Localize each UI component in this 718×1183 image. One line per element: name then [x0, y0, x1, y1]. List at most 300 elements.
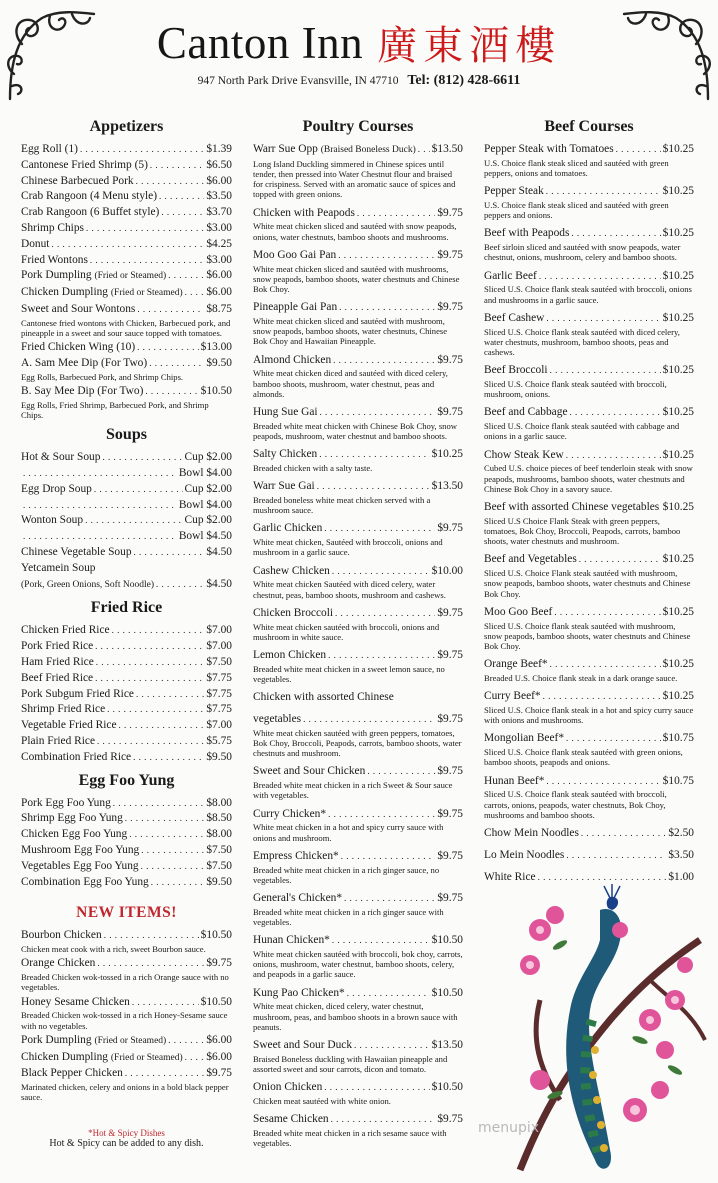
item-price: $10.25: [662, 364, 694, 377]
item-name-text: Chicken Egg Foo Yung: [21, 828, 128, 841]
item-note: (Fried or Steamed): [94, 271, 167, 282]
item-name: [253, 849, 339, 865]
item-description: Sliced U.S. Choice flank steak sautéed with mushroom, snow peapods, bamboo shoots, water chestnuts and Chinese Bok Choy.: [484, 620, 691, 652]
item-name: [21, 482, 92, 498]
item-name: [484, 689, 541, 705]
item-name: [21, 718, 117, 734]
dot-leader: [136, 174, 205, 190]
spicy-notes: [21, 1128, 232, 1149]
dot-leader: [90, 253, 204, 269]
item-price: $13.00: [200, 341, 232, 354]
item-name-text: Fried Wontons: [21, 253, 88, 266]
item-name-text: Shrimp Egg Foo Yung: [21, 812, 123, 825]
item-name-text: Warr Sue Opp: [253, 143, 318, 155]
dot-leader: [134, 545, 205, 561]
item-name: [21, 450, 100, 466]
item-name-text: Lo Mein Noodles: [484, 848, 565, 861]
section-title-soups: Soups: [106, 426, 147, 444]
menu-item: [253, 521, 463, 557]
item-name: [21, 285, 183, 302]
item-name-text: Combination Fried Rice: [21, 750, 132, 763]
item-price: $10.25: [662, 605, 694, 618]
item-price: $10.50: [200, 929, 232, 942]
item-name-text: Beef Broccoli: [484, 364, 548, 377]
dot-leader: [133, 750, 204, 766]
item-price: $7.00: [206, 719, 232, 732]
right-column: [484, 118, 694, 891]
item-name: [253, 248, 336, 264]
item-price: $10.25: [662, 553, 694, 566]
menu-item: [21, 285, 232, 302]
menu-item: [484, 405, 694, 441]
item-price: $9.75: [437, 353, 463, 366]
item-name: [484, 552, 577, 568]
dot-leader: [97, 956, 204, 972]
menu-item: [21, 859, 232, 875]
item-price: $10.25: [662, 658, 694, 671]
item-name-text: Chow Mein Noodles: [484, 827, 579, 840]
item-price: $10.50: [431, 1081, 463, 1094]
item-note: (Braised Boneless Duck): [320, 145, 416, 155]
item-name: [21, 639, 93, 655]
item-name-text: Crab Rangoon (4 Menu style): [21, 190, 158, 203]
item-name: [21, 268, 166, 285]
item-price: $9.75: [437, 406, 463, 419]
item-name-text: Beef and Cabbage: [484, 406, 568, 419]
item-name-text: Pork Fried Rice: [21, 640, 94, 653]
item-name: [21, 1033, 166, 1050]
item-description: Breaded Chicken wok-tossed in a rich Honey-Sesame sauce with no vegetables.: [21, 1010, 228, 1031]
item-description: U.S. Choice flank steak sliced and sautéed with green peppers and onions.: [484, 200, 669, 221]
item-price: $3.50: [206, 190, 232, 203]
item-name: [253, 712, 301, 728]
item-name: [253, 521, 322, 537]
menu-item: [21, 1050, 232, 1067]
menu-item: [253, 1080, 463, 1106]
menu-item: [21, 302, 232, 338]
item-price: $7.75: [206, 687, 232, 700]
item-price: $7.50: [206, 859, 232, 872]
item-price: $6.00: [206, 286, 232, 299]
menu-item: [21, 340, 232, 356]
item-price: $1.00: [668, 870, 694, 883]
dot-leader: [102, 450, 182, 466]
hot-spicy-note: *Hot & Spicy Dishes: [88, 1128, 165, 1138]
menu-item: [253, 353, 463, 399]
item-price: Bowl $4.50: [178, 530, 232, 543]
menu-item: [253, 712, 463, 758]
dot-leader: [119, 718, 205, 734]
item-description: Beef sirloin sliced and sautéed with snow peapods, water chestnut, onions, mushroom, celery and bamboo shoots.: [484, 242, 681, 263]
item-name-text: vegetables: [253, 713, 302, 726]
dot-leader: [23, 466, 177, 482]
item-name-text: Pepper Steak: [484, 185, 544, 198]
item-price: $10.25: [662, 448, 694, 461]
dot-leader: [344, 891, 435, 907]
menu-item: [21, 174, 232, 190]
menu-item: [484, 774, 694, 820]
item-price: $10.50: [200, 995, 232, 1008]
item-name-text: Donut: [21, 237, 50, 250]
item-name: [21, 513, 83, 529]
item-price: $6.00: [206, 1050, 232, 1063]
item-price: $10.50: [200, 384, 232, 397]
dot-leader: [23, 498, 177, 514]
item-description: Sliced U.S Choice Flank Steak with green peppers, tomatoes, Bok Choy, Broccoli, Peapods, carrots, bamboo shoots, water chestnuts and mushroom.: [484, 515, 681, 547]
item-description: Long Island Duckling simmered in Chinese spices until tender, then pressed into Water Chestnut flour and braised for crispiness. Served with an aromatic sauce of spices and topped with green onions.: [253, 158, 456, 200]
item-name-text: Pepper Steak with Tomatoes: [484, 143, 614, 155]
item-description: Breaded Chicken wok-tossed in a rich Orange sauce with no vegetables.: [21, 972, 229, 993]
dot-leader: [145, 384, 198, 400]
left-column: [21, 118, 232, 1105]
menu-item: [21, 513, 232, 529]
item-name-text: Hot & Sour Soup: [21, 451, 101, 464]
menu-item: [21, 384, 232, 420]
item-name-text: Lemon Chicken: [253, 649, 327, 662]
item-name: [484, 184, 544, 200]
item-name: [484, 363, 548, 379]
menu-header: [0, 14, 718, 89]
item-description: Breaded white meat chicken in a rich Sweet & Sour sauce with vegetables.: [253, 780, 453, 801]
dot-leader: [332, 933, 430, 949]
item-name-text: Wonton Soup: [21, 514, 84, 527]
item-name-text: Warr Sue Gai: [253, 480, 315, 493]
item-name: [21, 702, 105, 718]
item-description: Sliced U.S. Choice flank steak sautéed with broccoli, mushroom, onions.: [484, 379, 667, 400]
item-price: $10.50: [431, 986, 463, 999]
menu-item: [253, 142, 463, 200]
item-name: [21, 174, 134, 190]
item-name-text: Chicken Fried Rice: [21, 624, 110, 637]
item-description: Chicken meat cook with a rich, sweet Bourbon sauce.: [21, 944, 206, 955]
menu-item: [253, 849, 463, 885]
item-price: $6.00: [206, 1033, 232, 1046]
item-price: $9.75: [437, 849, 463, 862]
dot-leader: [141, 859, 205, 875]
dot-leader: [333, 353, 435, 369]
menu-item: [21, 356, 232, 382]
dot-leader: [339, 300, 435, 316]
menu-item: [21, 205, 232, 221]
dot-leader: [80, 142, 204, 158]
menu-item: [253, 405, 463, 441]
item-name-text: Mushroom Egg Foo Yung: [21, 843, 140, 856]
item-price: $9.75: [437, 606, 463, 619]
menu-item: [484, 605, 694, 651]
item-name: [484, 311, 544, 327]
item-name: [253, 206, 355, 222]
dot-leader: [95, 639, 204, 655]
item-price: $9.75: [437, 522, 463, 535]
item-name-text: Pork Dumpling: [21, 1033, 92, 1046]
item-description: Breaded white meat chicken in a rich sesame sauce with vegetables.: [253, 1128, 447, 1149]
item-price: $8.00: [206, 796, 232, 809]
menu-item: [21, 529, 232, 545]
dot-leader: [149, 356, 204, 372]
item-name-text: Empress Chicken*: [253, 849, 339, 862]
item-price: $3.00: [206, 253, 232, 266]
item-name: [484, 657, 548, 673]
item-description: Marinated chicken, celery and onions in a bold black pepper sauce.: [21, 1082, 229, 1103]
menu-item: [253, 479, 463, 515]
section-title-poultry: Poultry Courses: [302, 118, 414, 135]
item-name: [21, 340, 135, 356]
item-name: [21, 189, 157, 205]
item-name: [253, 300, 337, 316]
item-name: [21, 356, 147, 372]
fried-rice-list: [21, 623, 232, 765]
item-price: $7.00: [206, 640, 232, 653]
item-description: White meat chicken sautéed with broccoli, bok choy, carrots, onions, mushroom, water chestnut, bamboo shoots, celery, and peapods in a garlic sauce.: [253, 949, 463, 980]
dot-leader: [94, 482, 183, 498]
item-price: $9.75: [437, 1113, 463, 1126]
item-price: $7.75: [206, 671, 232, 684]
item-price: $9.50: [206, 356, 232, 369]
menu-item: [484, 142, 694, 178]
item-description: White meat chicken diced and sautéed with diced celery, bamboo shoots, mushroom, water chestnut, peas and almonds.: [253, 368, 448, 399]
dot-leader: [566, 448, 661, 464]
item-name-text: Combination Egg Foo Yung: [21, 875, 149, 888]
item-name: [253, 479, 315, 495]
item-price: $6.00: [206, 269, 232, 282]
item-name: [253, 405, 318, 421]
menu-item: [21, 827, 232, 843]
menu-item: [253, 1112, 463, 1148]
item-name-text: Sweet and Sour Chicken: [253, 765, 366, 778]
item-name-text: Pineapple Gai Pan: [253, 301, 338, 314]
item-name-text: A. Sam Mee Dip (For Two): [21, 356, 148, 369]
item-name-text: Chow Steak Kew: [484, 448, 564, 461]
menu-item: [253, 606, 463, 642]
item-description: White meat chicken sautéed with green peppers, tomatoes, Bok Choy, Broccoli, Peapods, carrots, bamboo shoots, water chestnuts and mushroom.: [253, 727, 462, 759]
dot-leader: [616, 142, 661, 158]
item-name: [21, 205, 159, 221]
item-price: $9.75: [437, 649, 463, 662]
item-name-text: Chicken Dumpling: [21, 1050, 109, 1063]
item-description: White meat chicken Sautéed with diced celery, water chestnut, peas, bamboo shoots, mushroom and cashews.: [253, 579, 446, 600]
item-description: Sliced U.S. Choice flank steak sautéed with diced celery, water chestnuts, mushroom, bamboo shoots, peas and cashews.: [484, 326, 680, 358]
item-name-text: Cashew Chicken: [253, 564, 330, 577]
item-price: $10.75: [662, 774, 694, 787]
item-price: $13.50: [431, 1039, 463, 1052]
item-name-text: Beef Cashew: [484, 311, 545, 324]
item-price: $9.50: [206, 875, 232, 888]
dot-leader: [97, 734, 204, 750]
item-name: [484, 826, 579, 842]
menu-item: [253, 986, 463, 1032]
item-price: $10.00: [431, 564, 463, 577]
item-name-text: Hunan Beef*: [484, 774, 545, 787]
dot-leader: [332, 564, 430, 580]
item-name: [484, 448, 564, 464]
item-name: [253, 690, 394, 706]
item-price: $9.75: [437, 206, 463, 219]
menu-item: [484, 500, 694, 546]
item-description: White meat chicken, Sautéed with broccoli, onions and mushroom in a garlic sauce.: [253, 537, 443, 558]
item-name-text: Orange Beef*: [484, 658, 548, 671]
item-price: $9.50: [206, 750, 232, 763]
dot-leader: [156, 577, 204, 593]
item-name-text: Vegetable Fried Rice: [21, 719, 117, 732]
item-price: $13.50: [431, 480, 463, 493]
menu-item: [253, 206, 463, 242]
dot-leader: [579, 552, 661, 568]
item-name-text: Sweet and Sour Duck: [253, 1039, 353, 1052]
item-price: $4.25: [206, 237, 232, 250]
item-name-text: Chinese Barbecued Pork: [21, 174, 134, 187]
menu-item: [21, 142, 232, 158]
item-name-text: Ham Fried Rice: [21, 655, 94, 668]
item-description: Breaded white meat chicken in a rich ginger sauce, no vegetables.: [253, 864, 440, 885]
item-price: $10.75: [662, 732, 694, 745]
item-name-text: Shrimp Fried Rice: [21, 703, 106, 716]
item-description: Breaded boneless white meat chicken served with a mushroom sauce.: [253, 495, 431, 516]
dot-leader: [23, 529, 177, 545]
menu-item: [21, 796, 232, 812]
item-name-text: Shrimp Chips: [21, 221, 84, 234]
dot-leader: [546, 774, 660, 790]
item-name-text: Moo Goo Beef: [484, 605, 553, 618]
menu-item: [484, 731, 694, 767]
item-price: Cup $2.00: [184, 514, 232, 527]
item-description: Cantonese fried wontons with Chicken, Barbecued pork, and pineapple in a sweet and sour sauce topped with tomatoes.: [21, 317, 231, 338]
menu-item: [21, 811, 232, 827]
item-price: $9.75: [437, 892, 463, 905]
item-name-text: Hunan Chicken*: [253, 934, 330, 947]
dot-leader: [137, 302, 204, 318]
menu-item: [21, 498, 232, 514]
item-name-text: Pork Dumpling: [21, 269, 92, 282]
item-name: [21, 253, 88, 269]
item-note: (Pork, Green Onions, Soft Noodle): [21, 579, 154, 590]
item-price: $9.75: [437, 248, 463, 261]
menu-item: [484, 363, 694, 399]
section-title-new-items: NEW ITEMS!: [76, 904, 177, 922]
section-title-fried-rice: Fried Rice: [90, 599, 163, 617]
item-name-text: White Rice: [484, 870, 536, 883]
item-name: [253, 142, 416, 159]
item-name-text: Onion Chicken: [253, 1081, 323, 1094]
item-description: U.S. Choice flank steak sliced and sautéed with green peppers, onions and tomatoes.: [484, 157, 669, 178]
menu-item: [21, 928, 232, 954]
item-name-text: Sweet and Sour Wontons: [21, 302, 136, 315]
menu-item: [253, 564, 463, 600]
item-description: Breaded chicken with a salty taste.: [253, 463, 373, 474]
egg-foo-yung-list: [21, 796, 232, 891]
menu-item: [253, 807, 463, 843]
dot-leader: [543, 689, 661, 705]
section-title-beef: Beef Courses: [544, 118, 634, 135]
menu-item: [484, 226, 694, 262]
item-name-text: Honey Sesame Chicken: [21, 995, 130, 1008]
dot-leader: [328, 648, 435, 664]
item-name-text: Salty Chicken: [253, 448, 318, 461]
item-name-text: Vegetables Egg Foo Yung: [21, 859, 139, 872]
item-price: $7.00: [206, 624, 232, 637]
item-name-text: Garlic Chicken: [253, 522, 323, 535]
item-name: [253, 353, 331, 369]
item-name: [21, 687, 134, 703]
item-name: [21, 221, 84, 237]
item-description: Sliced U.S. Choice flank steak sautéed with green onions, bamboo shoots, peapods and onions.: [484, 747, 683, 768]
poultry-list: [253, 142, 463, 1148]
item-price: $8.75: [206, 302, 232, 315]
item-description: White meat chicken sliced and sautéed with mushrooms, snow peapods, bamboo shoots, water chestnuts and Chinese Bok Choy.: [253, 263, 460, 295]
item-description: Sliced U.S. Choice flank steak sautéed with broccoli, onions and mushrooms in a garlic sauce.: [484, 284, 692, 305]
address: 947 North Park Drive Evansville, IN 47710: [197, 75, 399, 87]
menu-item: [21, 956, 232, 992]
menu-item: [484, 184, 694, 220]
item-name: [253, 648, 326, 664]
item-name: [484, 605, 552, 621]
dot-leader: [150, 158, 204, 174]
item-name-text: Mongolian Beef*: [484, 732, 565, 745]
item-price: $2.50: [668, 827, 694, 840]
appetizers-list: [21, 142, 232, 420]
item-name: [484, 269, 537, 285]
item-name: [484, 405, 568, 421]
dot-leader: [132, 995, 199, 1011]
item-name: [21, 655, 94, 671]
menu-item: [253, 1038, 463, 1074]
item-name: [253, 891, 342, 907]
dot-leader: [354, 1038, 430, 1054]
menu-item: [484, 848, 694, 864]
menu-item: [21, 623, 232, 639]
item-name-text: Egg Drop Soup: [21, 482, 92, 495]
dot-leader: [338, 248, 435, 264]
item-name-text: Beef with Peapods: [484, 227, 570, 240]
menu-item: [253, 690, 463, 706]
item-price: $7.50: [206, 843, 232, 856]
dot-leader: [550, 363, 661, 379]
item-note: (Fried or Steamed): [110, 288, 183, 299]
item-description: Breaded U.S. Choice flank steak in a dark orange sauce.: [484, 673, 678, 684]
dot-leader: [546, 311, 660, 327]
item-name-text: Chicken Dumpling: [21, 286, 109, 299]
item-name: [21, 811, 123, 827]
item-name: [21, 142, 78, 158]
item-name-text: Beef Fried Rice: [21, 671, 94, 684]
item-price: $9.75: [206, 957, 232, 970]
dot-leader: [357, 206, 435, 222]
item-description: White meat chicken sliced and sautéed with snow peapods, onions, water chestnuts, bamboo shoots and mushrooms.: [253, 221, 457, 242]
item-price: $10.50: [431, 934, 463, 947]
item-name-text: Chinese Vegetable Soup: [21, 545, 132, 558]
item-price: $1.39: [206, 143, 232, 155]
menu-item: [21, 843, 232, 859]
dot-leader: [95, 671, 204, 687]
item-name-text: Egg Roll (1): [21, 143, 78, 155]
item-price: $9.75: [437, 301, 463, 314]
item-name-text: Chicken with Peapods: [253, 206, 355, 219]
item-price: $4.50: [206, 577, 232, 590]
item-name: [21, 827, 127, 843]
item-name: [484, 142, 614, 158]
menu-item: [21, 750, 232, 766]
dot-leader: [185, 1050, 205, 1066]
menu-item: [21, 158, 232, 174]
dot-leader: [136, 687, 204, 703]
item-name-text: Kung Pao Chicken*: [253, 986, 345, 999]
item-name: [253, 807, 326, 823]
menu-item: [21, 189, 232, 205]
item-name: [253, 564, 330, 580]
item-name: [484, 731, 564, 747]
dot-leader: [86, 221, 204, 237]
item-name: [21, 875, 149, 891]
item-name: [21, 545, 132, 561]
